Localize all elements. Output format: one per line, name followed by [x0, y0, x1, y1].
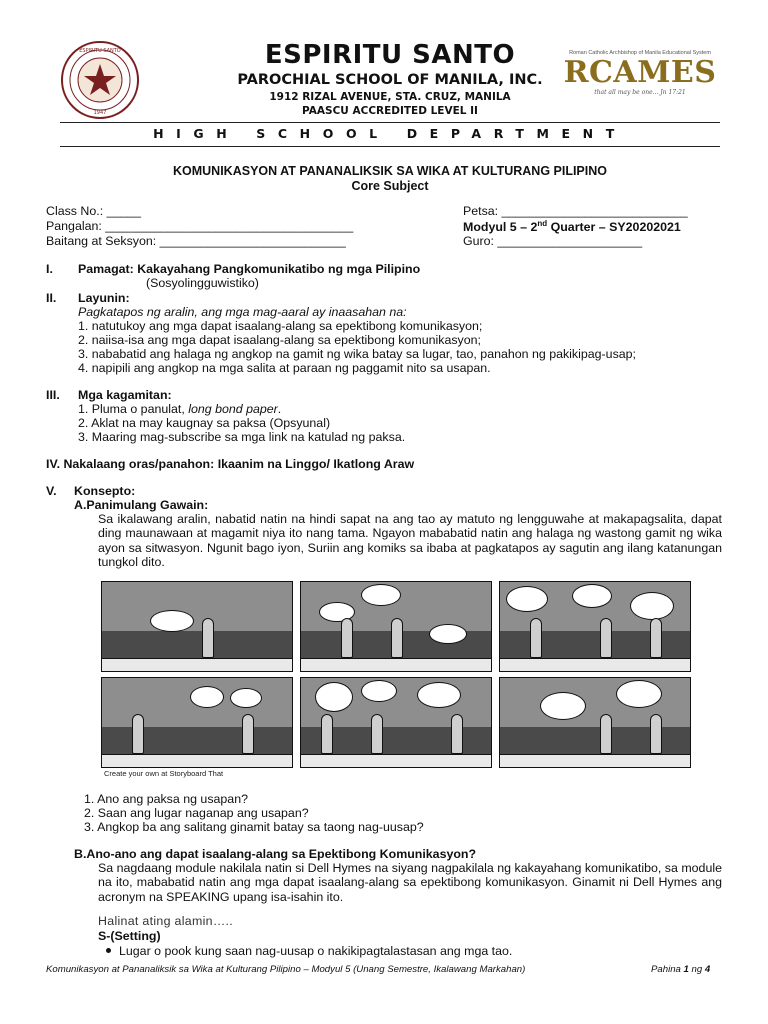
page-label: Pahina: [651, 964, 684, 975]
material-1-italic: long bond paper: [188, 402, 278, 416]
objective-item: 3. nababatid ang halaga ng angkop na gamit ng wika batay sa lugar, tao, panahon ng pakikipag-usap;: [78, 347, 636, 361]
section-3-number: III.: [46, 388, 60, 402]
subject-title: KOMUNIKASYON AT PANANALIKSIK SA WIKA AT KULTURANG PILIPINO: [172, 164, 607, 178]
speech-bubble: [361, 680, 397, 702]
rcames-wordmark: RCAMES: [563, 55, 717, 90]
objective-item: 1. natutukoy ang mga dapat isaalang-alang sa epektibong komunikasyon;: [78, 319, 483, 333]
page-total: 4: [704, 964, 711, 975]
comic-panel: [101, 677, 293, 768]
comic-figure: [650, 618, 662, 658]
svg-text:ESPIRITU SANTO: ESPIRITU SANTO: [79, 48, 121, 54]
comic-strip: [101, 581, 693, 776]
bullet-icon: [106, 948, 111, 953]
comic-figure: [600, 714, 612, 754]
letterhead: [60, 40, 720, 128]
comic-panel: [300, 581, 492, 672]
comic-figure: [530, 618, 542, 658]
question-item: 3. Angkop ba ang salitang ginamit batay sa taong nag-uusap?: [84, 820, 424, 834]
modyul-sup: nd: [537, 219, 548, 228]
comic-figure: [321, 714, 333, 754]
accreditation: PAASCU ACCREDITED LEVEL II: [302, 105, 478, 117]
comic-caption: [102, 754, 292, 767]
subsection-b-title: B.Ano-ano ang dapat isaalang-alang sa Epektibong Komunikasyon?: [74, 847, 477, 861]
rcames-motto: that all may be one... Jn 17:21: [594, 89, 686, 96]
school-seal-icon: [60, 40, 140, 120]
section-2-intro: Pagkatapos ng aralin, ang mga mag-aaral ay inaasahan na:: [78, 305, 407, 319]
speech-bubble: [315, 682, 353, 712]
speech-bubble: [429, 624, 467, 644]
school-address: 1912 RIZAL AVENUE, STA. CRUZ, MANILA: [269, 91, 511, 103]
material-item: 2. Aklat na may kaugnay sa paksa (Opsyunal): [78, 416, 331, 430]
speech-bubble: [506, 586, 548, 612]
comic-figure: [242, 714, 254, 754]
subject-type: Core Subject: [351, 179, 429, 193]
speech-bubble: [616, 680, 662, 708]
comic-figure: [451, 714, 463, 754]
footer-page-number: [651, 964, 710, 976]
section-5-number: V.: [46, 484, 57, 498]
guro-field: Guro: _____________________: [463, 234, 643, 248]
department-name: HIGH SCHOOL DEPARTMENT: [153, 126, 627, 141]
section-3-title: Mga kagamitan:: [78, 388, 172, 402]
class-no-field: Class No.: _____: [46, 204, 142, 218]
comic-caption: [102, 658, 292, 671]
objective-item: 2. naiisa-isa ang mga dapat isaalang-alang sa epektibong komunikasyon;: [78, 333, 481, 347]
material-1-period: .: [277, 402, 282, 416]
school-name: ESPIRITU SANTO: [264, 40, 516, 70]
section-2-title: Layunin:: [78, 291, 130, 305]
section-4-title: IV. Nakalaang oras/panahon: Ikaanim na Linggo/ Ikatlong Araw: [46, 457, 415, 471]
comic-figure: [132, 714, 144, 754]
school-identity: [210, 40, 570, 118]
comic-caption: [301, 754, 491, 767]
speech-bubble: [630, 592, 674, 620]
modyul-text-a: Modyul 5 – 2: [463, 220, 538, 235]
comic-caption: [301, 658, 491, 671]
section-2-number: II.: [46, 291, 57, 305]
material-item: 3. Maaring mag-subscribe sa mga link na katulad ng paksa.: [78, 430, 406, 444]
comic-figure: [600, 618, 612, 658]
petsa-field: Petsa: ___________________________: [463, 204, 688, 218]
rcames-logo: [560, 50, 720, 97]
comic-panel: [499, 677, 691, 768]
rcames-tagline: Roman Catholic Archbishop of Manila Educational System: [569, 50, 711, 56]
svg-text:1947: 1947: [93, 110, 107, 116]
header-divider-top: [60, 122, 720, 123]
page-separator: ng: [688, 964, 705, 975]
comic-caption: [500, 658, 690, 671]
setting-heading: S-(Setting): [98, 929, 161, 943]
section-1-number: I.: [46, 262, 53, 276]
question-item: 2. Saan ang lugar naganap ang usapan?: [84, 806, 309, 820]
comic-credit: Create your own at Storyboard That: [104, 769, 224, 778]
comic-figure: [391, 618, 403, 658]
speech-bubble: [361, 584, 401, 606]
comic-caption: [500, 754, 690, 767]
speech-bubble: [417, 682, 461, 708]
footer-course-text: Komunikasyon at Pananaliksik sa Wika at Kulturang Pilipino – Modyul 5 (Unang Semestre, Ikalawang Markahan): [46, 964, 526, 975]
comic-figure: [371, 714, 383, 754]
comic-figure: [202, 618, 214, 658]
speech-bubble: [540, 692, 586, 720]
speech-bubble: [190, 686, 224, 708]
setting-description: Lugar o pook kung saan nag-uusap o nakikipagtalastasan ang mga tao.: [119, 944, 513, 958]
subsection-a-title: A.Panimulang Gawain:: [74, 498, 209, 512]
subsection-b-paragraph: Sa nagdaang module nakilala natin si Dell Hymes na siyang nagpakilala ng kakayahang komunikatibo, sa module na ito, mababatid natin ang mga dapat isaalang-alang sa epektibong komunikasyon. Ginamit ni Dell Hymes ang acronym na SPEAKING upang isa-isahin ito.: [98, 861, 722, 904]
speech-bubble: [150, 610, 194, 632]
page-current: 1: [683, 964, 689, 975]
comic-panel: [101, 581, 293, 672]
section-5-title: Konsepto:: [74, 484, 136, 498]
comic-panel: [300, 677, 492, 768]
speech-bubble: [572, 584, 612, 608]
header-divider-bottom: [60, 146, 720, 147]
baitang-field: Baitang at Seksyon: ___________________________: [46, 234, 346, 248]
halinat-text: Halinat ating alamin…..: [98, 914, 233, 928]
school-subtitle: PAROCHIAL SCHOOL OF MANILA, INC.: [237, 72, 543, 88]
section-1-subtitle: (Sosyolingguwistiko): [146, 276, 259, 290]
comic-figure: [650, 714, 662, 754]
subsection-a-paragraph: Sa ikalawang aralin, nabatid natin na hindi sapat na ang tao ay matuto ng lengguwahe at makapagsalita, dapat ding maunawaan at magamit niya ito nang tama. Ngayon mababatid natin ang halaga ng wastong gamit ng wika ayon sa sitwasyon. Ngunit bago iyon, Suriin ang komiks sa ibaba at pagkatapos ay sagutin ang ilang katanungan tungkol dito.: [98, 512, 722, 569]
section-1-title: Pamagat: Kakayahang Pangkomunikatibo ng mga Pilipino: [78, 262, 421, 276]
speech-bubble: [230, 688, 262, 708]
comic-figure: [341, 618, 353, 658]
objective-item: 4. napipili ang angkop na mga salita at paraan ng paggamit nito sa usapan.: [78, 361, 491, 375]
question-item: 1. Ano ang paksa ng usapan?: [84, 792, 248, 806]
comic-panel: [499, 581, 691, 672]
pangalan-field: Pangalan: ____________________________________: [46, 219, 354, 233]
material-1-text: 1. Pluma o panulat,: [78, 402, 189, 416]
subject-title-block: [60, 164, 720, 194]
modyul-text-b: Quarter – SY20202021: [547, 220, 681, 235]
